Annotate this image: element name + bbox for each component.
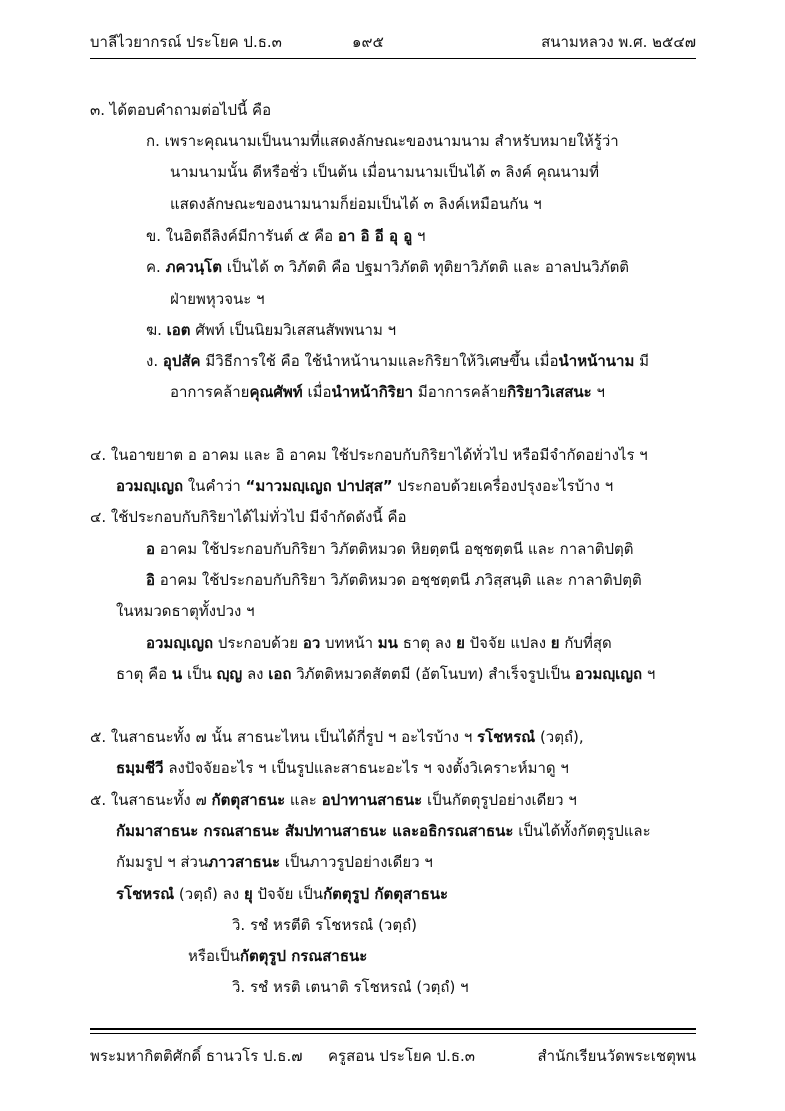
text-line: [116, 476, 613, 496]
header-left-title: บาลีไวยากรณ์ ประโยค ป.ธ.๓: [90, 33, 282, 51]
text-segment: ปัจจัย แปลง: [464, 634, 551, 652]
bold-term: ยุ: [243, 885, 253, 903]
text-segment: ในคำว่า: [183, 477, 246, 495]
text-line: [146, 539, 634, 559]
bold-term: ธมฺมชีวี: [116, 759, 164, 777]
bold-term: “มาวมญฺเญถ ปาปสฺส”: [245, 477, 393, 495]
text-line: [146, 320, 396, 340]
text-segment: เป็นภาวรูปอย่างเดียว ฯ: [280, 853, 433, 871]
text-line: [146, 131, 619, 151]
text-line: [90, 727, 584, 747]
text-segment: ศัพท์ เป็นนิยมวิเสสนสัพพนาม ฯ: [190, 321, 397, 339]
header-rule: [90, 58, 696, 59]
bold-term: เอถ: [268, 665, 292, 683]
text-segment: ๕. ในสาธนะทั้ง ๗ นั้น สาธนะไหน เป็นได้กี่รูป ฯ อะไรบ้าง ฯ: [90, 728, 478, 746]
text-line: [90, 790, 577, 810]
bold-term: รโชหรณํ: [116, 885, 175, 903]
text-segment: ๔. ใช้ประกอบกับกิริยาได้ไม่ทั่วไป มีจำกัดดังนี้ คือ: [90, 508, 407, 526]
text-line: [146, 351, 649, 371]
text-segment: ธาตุ คือ: [116, 665, 172, 683]
text-segment: ฯ: [412, 227, 426, 245]
text-line: [116, 664, 655, 684]
text-segment: ประกอบด้วยเครื่องปรุงอะไรบ้าง ฯ: [392, 477, 614, 495]
bold-term: อวมญฺเญถ: [146, 634, 214, 652]
text-segment: ฯ: [642, 665, 656, 683]
text-line: [188, 946, 367, 966]
bold-term: มน: [377, 634, 398, 652]
text-segment: เมื่อ: [302, 383, 332, 401]
text-segment: เป็นได้ ๓ วิภัตติ คือ ปฐมาวิภัตติ ทุติยาวิภัตติ และ อาลปนวิภัตติ: [221, 258, 630, 276]
text-line: [146, 570, 642, 590]
bold-term: อ: [146, 540, 156, 558]
text-line: [170, 382, 605, 402]
text-segment: เป็น: [182, 665, 217, 683]
footer-course: ครูสอน ประโยค ป.ธ.๓: [328, 1047, 476, 1065]
text-line: [116, 821, 651, 841]
text-segment: ก. เพราะคุณนามเป็นนามที่แสดงลักษณะของนามนาม สำหรับหมายให้รู้ว่า: [146, 132, 619, 150]
text-segment: วิ. รชํ หรติ เตนาติ รโชหรณํ (วตฺถํ) ฯ: [232, 978, 469, 996]
text-line: [90, 445, 648, 465]
bold-term: ย: [456, 634, 465, 652]
text-line: [232, 977, 469, 997]
bold-term: กิริยาวิเสสนะ: [507, 383, 592, 401]
bold-term: รโชหรณํ: [477, 728, 536, 746]
text-segment: อาการคล้าย: [170, 383, 250, 401]
text-segment: (วตฺถํ),: [535, 728, 584, 746]
text-segment: วิ. รชํ หรตีติ รโชหรณํ (วตฺถํ): [232, 916, 418, 934]
bold-term: น: [171, 665, 183, 683]
text-segment: วิภัตติหมวดสัตตมี (อัตโนบท) สำเร็จรูปเป็น: [291, 665, 576, 683]
bold-term: อิ: [146, 571, 156, 589]
text-segment: และ: [285, 791, 322, 809]
text-segment: หรือเป็น: [188, 947, 240, 965]
text-line: [146, 257, 629, 277]
footer-author: พระมหากิตติศักดิ์ ธานวโร ป.ธ.๗: [90, 1047, 303, 1065]
bold-term: อวมญฺเญถ: [116, 477, 184, 495]
text-segment: กับที่สุด: [559, 634, 612, 652]
bold-term: นำหน้ากิริยา: [331, 383, 414, 401]
bold-term: กัมมาสาธนะ กรณสาธนะ สัมปทานสาธนะ และอธิกรณสาธนะ: [116, 822, 514, 840]
bold-term: กัตตุรูป กัตตุสาธนะ: [323, 885, 449, 903]
bold-term: ภควนฺโต: [165, 258, 222, 276]
text-segment: ฝ่ายพหุวจนะ ฯ: [170, 290, 265, 308]
text-line: [116, 852, 433, 872]
text-segment: ง.: [146, 352, 163, 370]
text-segment: มีวิธีการใช้ คือ ใช้นำหน้านามและกิริยาให้วิเศษขึ้น เมื่อ: [200, 352, 559, 370]
text-segment: อาคม ใช้ประกอบกับกิริยา วิภัตติหมวด หิยตฺตนี อชฺชตฺตนี และ กาลาติปตฺติ: [155, 540, 634, 558]
bold-term: อา อิ อี อุ อู: [337, 227, 413, 245]
bold-term: นำหน้านาม: [558, 352, 635, 370]
footer-institution: สำนักเรียนวัดพระเชตุพน: [537, 1047, 696, 1065]
text-segment: บทหน้า: [320, 634, 378, 652]
bold-term: กัตตุสาธนะ: [211, 791, 286, 809]
text-line: [232, 915, 417, 935]
bold-term: กัตตุรูป กรณสาธนะ: [239, 947, 368, 965]
text-segment: ข. ในอิตถีลิงค์มีการันต์ ๕ คือ: [146, 227, 338, 245]
page-header: [90, 26, 696, 54]
text-line: [116, 758, 569, 778]
text-segment: เป็นกัตตุรูปอย่างเดียว ฯ: [422, 791, 577, 809]
bold-term: อุปสัค: [162, 352, 201, 370]
text-segment: ปัจจัย เป็น: [252, 885, 324, 903]
text-segment: มี: [634, 352, 650, 370]
text-line: [146, 226, 425, 246]
text-segment: ในหมวดธาตุทั้งปวง ฯ: [116, 602, 255, 620]
text-segment: ๓. ได้ตอบคำถามต่อไปนี้ คือ: [90, 101, 272, 119]
bold-term: อว: [302, 634, 321, 652]
text-line: [90, 100, 271, 120]
text-segment: ลง: [242, 665, 269, 683]
text-segment: เป็นได้ทั้งกัตตุรูปและ: [513, 822, 651, 840]
text-segment: อาคม ใช้ประกอบกับกิริยา วิภัตติหมวด อชฺชตฺตนี ภวิสฺสนฺติ และ กาลาติปตฺติ: [155, 571, 642, 589]
bold-term: ญฺญ: [216, 665, 243, 683]
text-segment: ค.: [146, 258, 166, 276]
text-line: [170, 289, 265, 309]
text-line: [116, 601, 255, 621]
text-segment: ฆ.: [146, 321, 167, 339]
bold-term: ย: [550, 634, 560, 652]
text-line: [170, 194, 542, 214]
footer-rule-thin: [90, 1033, 696, 1034]
text-line: [90, 507, 407, 527]
bold-term: ภาวสาธนะ: [208, 853, 281, 871]
text-segment: ลงปัจจัยอะไร ฯ เป็นรูปและสาธนะอะไร ฯ จงตั้งวิเคราะห์มาดู ฯ: [163, 759, 569, 777]
header-right-title: สนามหลวง พ.ศ. ๒๕๔๗: [541, 33, 696, 51]
page-footer: [90, 1042, 696, 1070]
text-segment: ๕. ในสาธนะทั้ง ๗: [90, 791, 212, 809]
bold-term: อปาทานสาธนะ: [321, 791, 423, 809]
text-segment: ฯ: [591, 383, 605, 401]
text-segment: (วตฺถํ) ลง: [174, 885, 244, 903]
footer-rule-thick: [90, 1028, 696, 1030]
text-segment: แสดงลักษณะของนามนามก็ย่อมเป็นได้ ๓ ลิงค์เหมือนกัน ฯ: [170, 195, 542, 213]
text-segment: ๔. ในอาขยาต อ อาคม และ อิ อาคม ใช้ประกอบกับกิริยาได้ทั่วไป หรือมีจำกัดอย่างไร ฯ: [90, 446, 648, 464]
text-segment: ธาตุ ลง: [397, 634, 457, 652]
bold-term: อวมญฺเญถ: [575, 665, 643, 683]
bold-term: เอต: [166, 321, 191, 339]
text-segment: มีอาการคล้าย: [413, 383, 508, 401]
text-segment: ประกอบด้วย: [213, 634, 303, 652]
text-line: [170, 162, 599, 182]
text-segment: นามนามนั้น ดีหรือชั่ว เป็นต้น เมื่อนามนามเป็นได้ ๓ ลิงค์ คุณนามที่: [170, 163, 599, 181]
text-line: [146, 633, 612, 653]
text-line: [116, 884, 448, 904]
bold-term: คุณศัพท์: [249, 383, 303, 401]
text-segment: กัมมรูป ฯ ส่วน: [116, 853, 209, 871]
header-page-number: ๑๙๕: [352, 33, 384, 51]
